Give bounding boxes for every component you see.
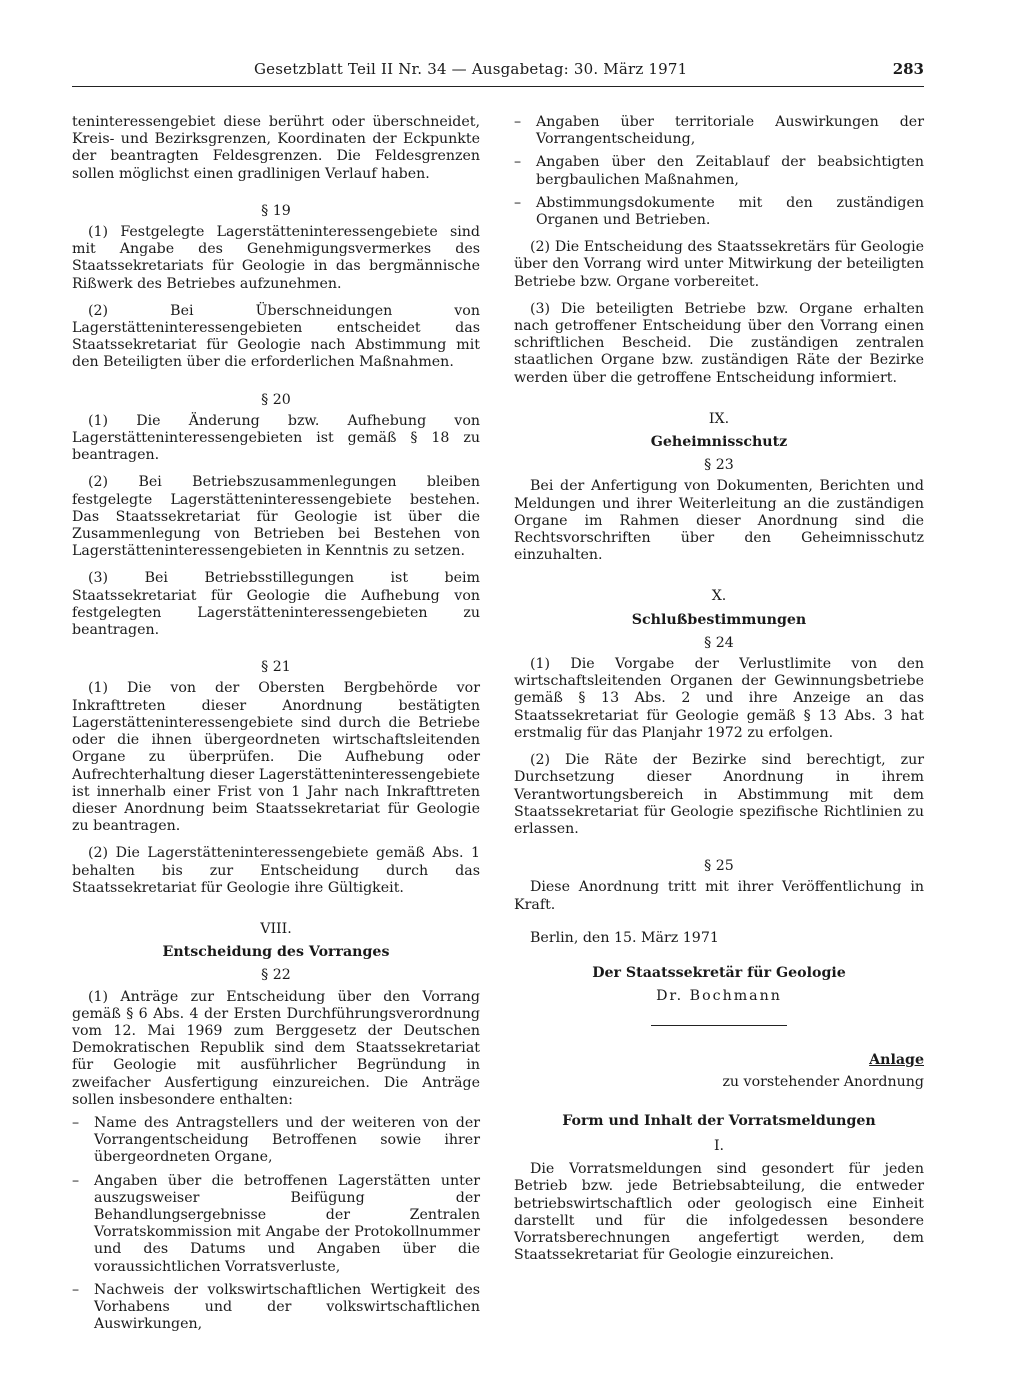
paragraph-25-1: Diese Anordnung tritt mit ihrer Veröffentlichung in Kraft. — [514, 879, 924, 913]
list-item: – Nachweis der volkswirtschaftlichen Wertigkeit des Vorhabens und der volkswirtschaftlichen Auswirkungen, — [72, 1282, 480, 1334]
right-column — [514, 114, 924, 1274]
paragraph-24-2: (2) Die Räte der Bezirke sind berechtigt, zur Durchsetzung dieser Anordnung in ihrem Verantwortungsbereich in Abstimmung mit dem Staatssekretariat für Geologie spezifische Richtlinien zu erlassen. — [514, 752, 924, 837]
paragraph-22-list — [72, 1115, 480, 1333]
section-10-title: Schlußbestimmungen — [631, 611, 807, 628]
list-item: – Abstimmungsdokumente mit den zuständigen Organen und Betrieben. — [514, 195, 924, 229]
paragraph-25-title: § 25 — [704, 858, 734, 875]
section-8-number: VIII. — [260, 920, 292, 937]
annex-subtitle: zu vorstehender Anordnung — [722, 1073, 924, 1090]
paragraph-21-title: § 21 — [261, 659, 291, 676]
document-page — [72, 60, 924, 1360]
list-item: – Angaben über die betroffenen Lagerstätten unter auszugsweiser Beifügung der Behandlungsergebnisse der Zentralen Vorratskommission mit Angabe der Protokollnummer und des Datums und Angaben über die voraussichtlichen Vorratsverluste, — [72, 1173, 480, 1276]
left-column — [72, 114, 480, 1343]
paragraph-19-1: (1) Festgelegte Lagerstätteninteressengebiete sind mit Angabe des Genehmigungsvermerkes des Staatssekretariats für Geologie in das bergmännische Rißwerk des Betriebes aufzunehmen. — [72, 224, 480, 292]
signer-title: Der Staatssekretär für Geologie — [592, 964, 846, 981]
section-9-title: Geheimnisschutz — [650, 434, 788, 451]
list-item: – Name des Antragstellers und der weiteren von der Vorrangentscheidung Betroffenen sowie ihrer übergeordneten Organe, — [72, 1115, 480, 1167]
paragraph-20-title: § 20 — [261, 391, 291, 408]
annex-label: Anlage — [869, 1052, 924, 1069]
section-10-number: X. — [711, 588, 727, 605]
paragraph-21-2: (2) Die Lagerstätteninteressengebiete gemäß Abs. 1 behalten bis zur Entscheidung durch das Staatssekretariat für Geologie ihre Gültigkeit. — [72, 845, 480, 896]
paragraph-23-1: Bei der Anfertigung von Dokumenten, Berichten und Meldungen und ihrer Weiterleitung an die zuständigen Organe im Rahmen dieser Anordnung sind die Rechtsvorschriften über den Geheimnisschutz einzuhalten. — [514, 478, 924, 564]
paragraph-21-1: (1) Die von der Obersten Bergbehörde vor Inkrafttreten dieser Anordnung bestätigten Lagerstätteninteressengebiete sind durch die Betriebe oder die ihnen übergeordneten wirtschaftsleitenden Organe zu überprüfen. Die Aufhebung oder Aufrechterhaltung dieser Lagerstätteninteressengebiete ist innerhalb einer Frist von 1 Jahr nach Inkrafttreten dieser Anordnung beim Staatssekretariat für Geologie zu beantragen. — [72, 680, 480, 835]
paragraph-22-list-continued — [514, 114, 924, 229]
paragraph-19-title: § 19 — [261, 202, 291, 219]
paragraph-20-1: (1) Die Änderung bzw. Aufhebung von Lagerstätteninteressengebieten ist gemäß § 18 zu beantragen. — [72, 412, 480, 464]
annex-title: Form und Inhalt der Vorratsmeldungen — [562, 1112, 876, 1129]
paragraph-20-2: (2) Bei Betriebszusammenlegungen bleiben festgelegte Lagerstätteninteressengebiete bestehen. Das Staatssekretariat für Geologie ist über die Zusammenlegung von Betrieben bei Bestehen von Lagerstätteninteressengebieten in Kenntnis zu setzen. — [72, 474, 480, 560]
page-header — [72, 60, 924, 87]
list-item: – Angaben über territoriale Auswirkungen der Vorrangentscheidung, — [514, 114, 924, 148]
gazette-header-title: Gesetzblatt Teil II Nr. 34 — Ausgabetag: 30. März 1971 — [254, 60, 688, 78]
paragraph-22-3: (3) Die beteiligten Betriebe bzw. Organe erhalten nach getroffener Entscheidung über den Vorrang einen schriftlichen Bescheid. Die zuständigen zentralen staatlichen Organe bzw. zuständigen Räte der Bezirke werden über die getroffene Entscheidung informiert. — [514, 300, 924, 386]
paragraph-22-1: (1) Anträge zur Entscheidung über den Vorrang gemäß § 6 Abs. 4 der Ersten Durchführungsverordnung vom 12. Mai 1969 zum Berggesetz der Deutschen Demokratischen Republik sind dem Staatssekretariat für Geologie mit ausführlicher Begründung in zweifacher Ausfertigung einzureichen. Die Anträge sollen insbesondere enthalten: — [72, 988, 480, 1108]
place-and-date: Berlin, den 15. März 1971 — [530, 929, 719, 946]
paragraph-22-title: § 22 — [261, 967, 291, 984]
section-8-title: Entscheidung des Vorranges — [162, 944, 390, 961]
annex-section-1-number: I. — [713, 1137, 725, 1154]
page-number: 283 — [892, 60, 924, 78]
annex-paragraph-1: Die Vorratsmeldungen sind gesondert für jeden Betrieb bzw. jede Betriebsabteilung, die entweder betriebswirtschaftlich oder geologisch eine Einheit darstellt und für die infolgedessen besondere Vorratsberechnungen angefertigt werden, dem Staatssekretariat für Geologie einzureichen. — [514, 1161, 924, 1264]
signer-name: Dr. Bochmann — [656, 988, 782, 1005]
paragraph-23-title: § 23 — [704, 457, 734, 474]
list-item: – Angaben über den Zeitablauf der beabsichtigten bergbaulichen Maßnahmen, — [514, 154, 924, 188]
paragraph-24-1: (1) Die Vorgabe der Verlustlimite von den wirtschaftsleitenden Organen der Gewinnungsbetriebe gemäß § 13 Abs. 2 und ihre Anzeige an das Staatssekretariat für Geologie gemäß § 13 Abs. 3 hat erstmalig für das Planjahr 1972 zu erfolgen. — [514, 656, 924, 741]
continued-paragraph: teninteressengebiet diese berührt oder überschneidet, Kreis- und Bezirksgrenzen, Koordinaten der Eckpunkte der beantragten Feldesgrenzen. Die Feldesgrenzen sollen möglichst einen gradlinigen Verlauf haben. — [72, 114, 480, 182]
section-9-number: IX. — [708, 410, 730, 427]
paragraph-22-2: (2) Die Entscheidung des Staatssekretärs für Geologie über den Vorrang wird unter Mitwirkung der beteiligten Betriebe bzw. Organe vorbereitet. — [514, 239, 924, 290]
paragraph-19-2: (2) Bei Überschneidungen von Lagerstätteninteressengebieten entscheidet das Staatssekretariat für Geologie nach Abstimmung mit den Beteiligten über die erforderlichen Maßnahmen. — [72, 302, 480, 371]
paragraph-20-3: (3) Bei Betriebsstillegungen ist beim Staatssekretariat für Geologie die Aufhebung von festgelegten Lagerstätteninteressengebieten zu beantragen. — [72, 570, 480, 639]
divider-rule — [651, 1025, 787, 1026]
paragraph-24-title: § 24 — [704, 634, 734, 651]
